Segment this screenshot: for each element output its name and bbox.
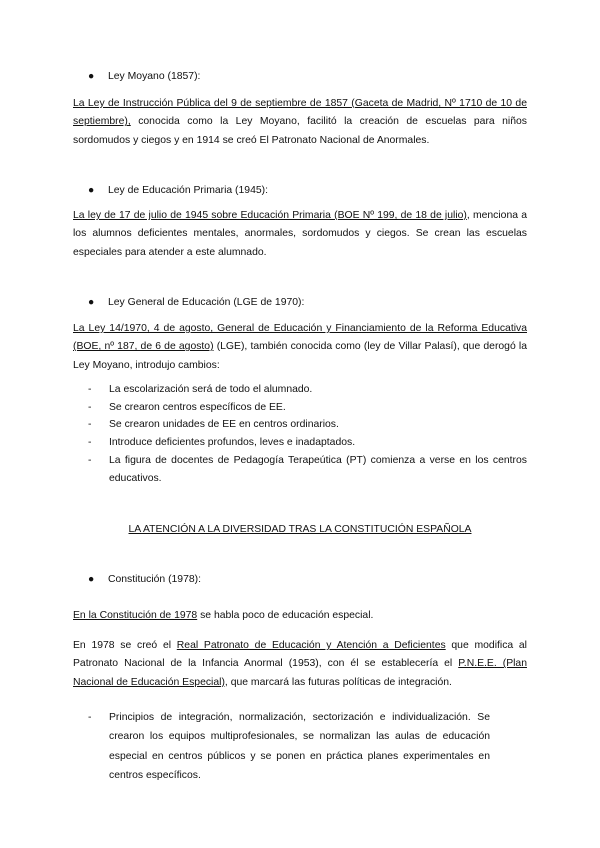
bullet-constitucion <box>88 572 201 588</box>
list-item: - Introduce deficientes profundos, leves e inadaptados. <box>88 437 356 449</box>
law-link[interactable]: En la Constitución de 1978 <box>73 610 198 621</box>
law-link[interactable]: La Ley 14/1970, 4 de agosto, General de Educación y Financiamiento de la Reforma Educativa (BOE, nº 187, de 6 de agosto) <box>73 323 527 353</box>
paragraph-moyano <box>73 95 527 150</box>
bullet-label: Ley Moyano (1857): <box>108 71 201 82</box>
paragraph-text: (LGE), también conocida como (ley de Villar Palasí), que derogó la Ley Moyano, introdujo cambios: <box>73 341 527 371</box>
paragraph-text: , menciona a los alumnos deficientes mentales, anormales, sordomudos y ciegos. Se crean las escuelas especiales para atender a este alumnado. <box>73 210 528 258</box>
paragraph-constitucion-2: En 1978 se creó el Real Patronato de Educación y Atención a Deficientes que modifica al Patronato Nacional de la Infancia Anormal (1953), con él se establecería el P.N.E.E. (Plan Nacional de Educación Especial), que marcará las futuras políticas de integración. <box>73 640 527 688</box>
list-item: - Se crearon centros específicos de EE. <box>88 401 286 413</box>
paragraph-constitucion-1 <box>73 607 527 625</box>
bullet-dot-icon: ● <box>88 574 95 585</box>
bullet-label: Ley General de Educación (LGE de 1970): <box>108 297 305 308</box>
list-item: - La figura de docentes de Pedagogía Terapeútica (PT) comienza a verse en los centros educativos. <box>88 454 527 484</box>
section-heading: LA ATENCIÓN A LA DIVERSIDAD TRAS LA CONSTITUCIÓN ESPAÑOLA <box>128 524 472 535</box>
paragraph-primaria <box>73 207 527 262</box>
patronato-link[interactable]: Real Patronato de Educación y Atención a Deficientes <box>176 640 446 651</box>
bullet-dot-icon: ● <box>88 71 95 82</box>
list-item: - La escolarización será de todo el alumnado. <box>88 384 313 395</box>
bullet-label: Ley de Educación Primaria (1945): <box>108 185 268 196</box>
bullet-ley-moyano <box>88 69 200 85</box>
bullet-dot-icon: ● <box>88 297 95 308</box>
constitucion-principles-list <box>88 708 490 786</box>
list-item: - Se crearon unidades de EE en centros ordinarios. <box>88 419 339 431</box>
bullet-lge <box>88 295 304 311</box>
paragraph-text: conocida como la Ley Moyano, facilitó la creación de escuelas para niños sordomudos y ciegos y en 1914 se creó El Patronato Nacional de Anormales. <box>73 116 527 146</box>
bullet-label: Constitución (1978): <box>108 574 201 585</box>
law-link[interactable]: La Ley de Instrucción Pública del 9 de septiembre de 1857 (Gaceta de Madrid, Nº 1710 de 10 de septiembre), <box>73 98 527 128</box>
bullet-dot-icon: ● <box>88 185 95 196</box>
law-link[interactable]: La ley de 17 de julio de 1945 sobre Educación Primaria (BOE Nº 199, de 18 de julio) <box>73 210 467 221</box>
paragraph-lge <box>73 320 527 375</box>
bullet-ley-primaria <box>88 183 268 199</box>
list-item: - Principios de integración, normalización, sectorización e individualización. Se crearon los equipos multiprofesionales, se normalizan las aulas de educación especial en centros públicos y se ponen en práctica planes experimentales en centros específicos. <box>88 712 490 782</box>
lge-changes-list <box>88 381 527 487</box>
paragraph-text: se habla poco de educación especial. <box>197 610 374 621</box>
pnee-link[interactable]: P.N.E.E. (Plan Nacional de Educación Especial) <box>73 658 527 688</box>
